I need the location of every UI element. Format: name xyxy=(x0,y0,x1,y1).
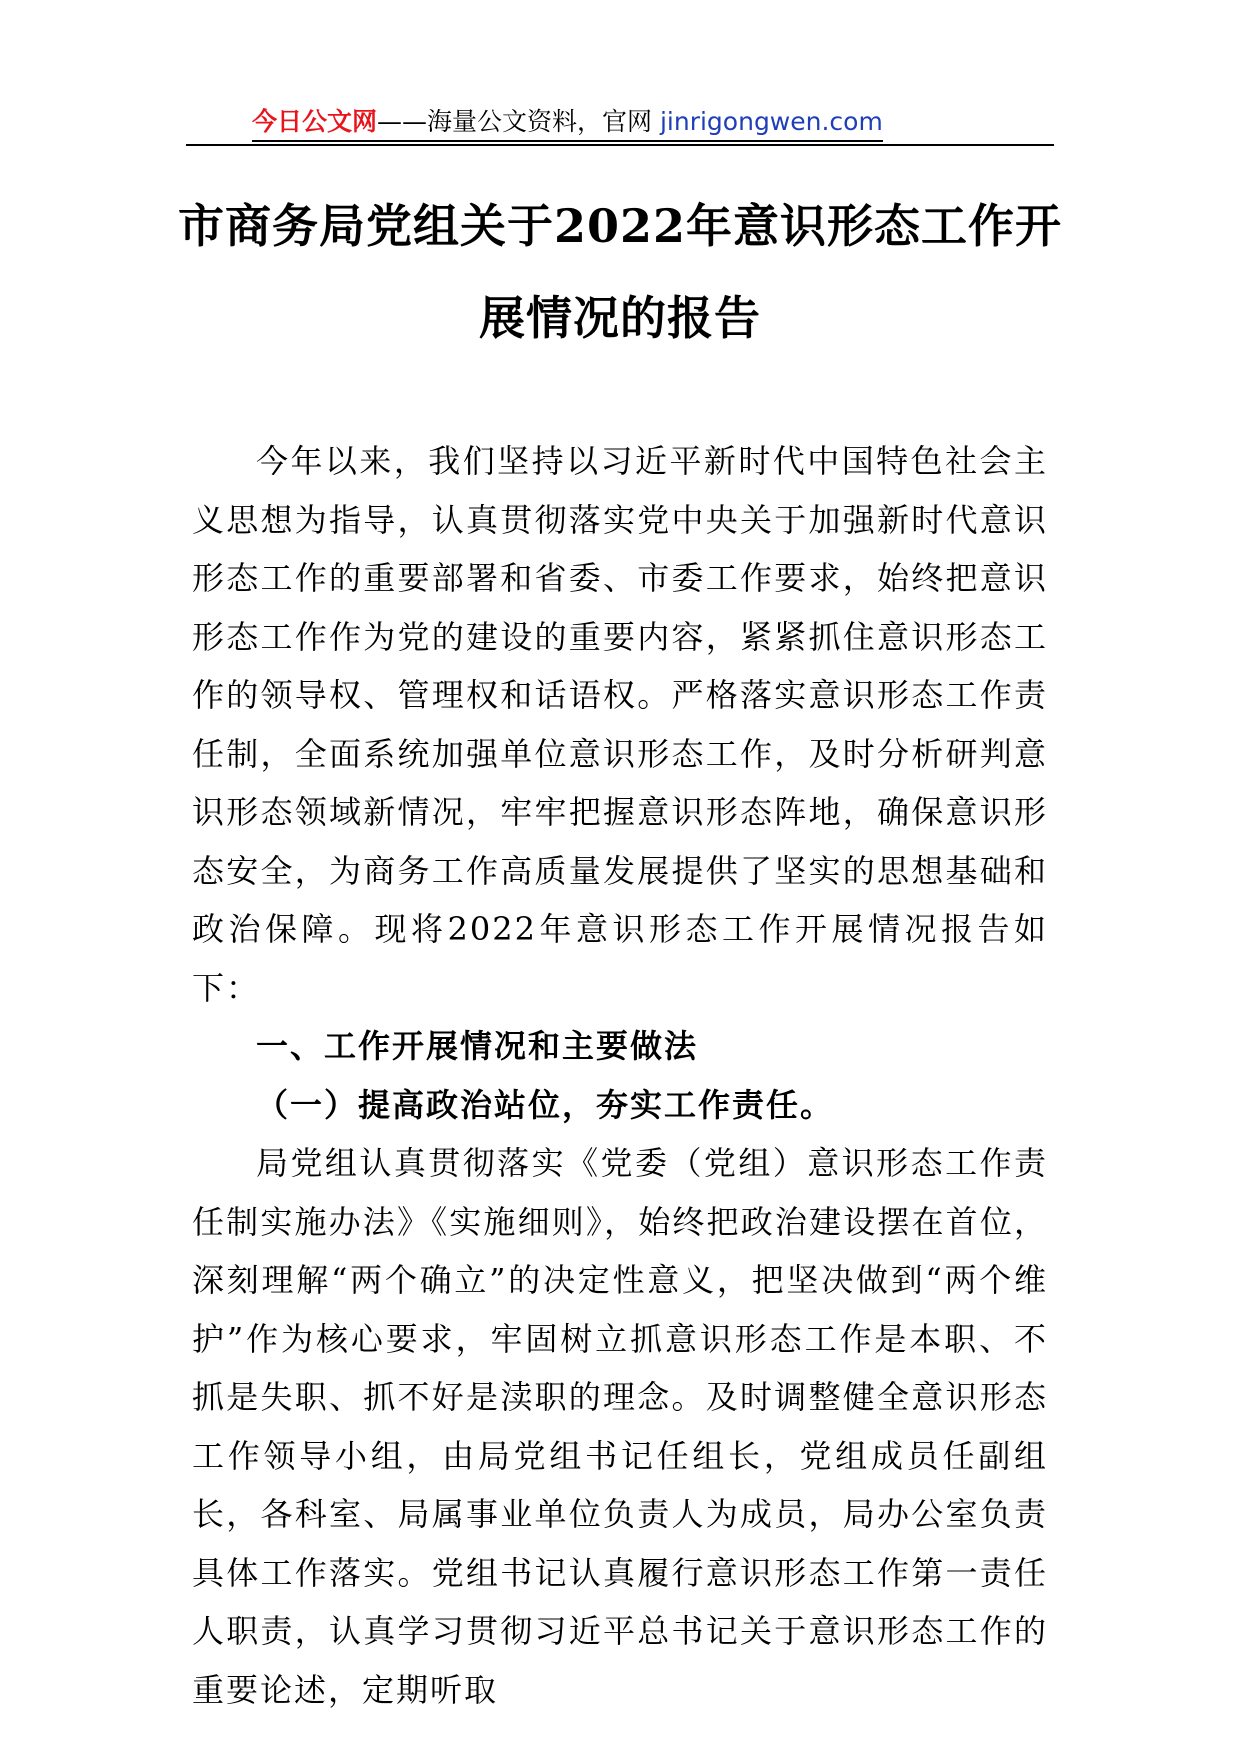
intro-paragraph: 今年以来，我们坚持以习近平新时代中国特色社会主义思想为指导，认真贯彻落实党中央关于加强新时代意识形态工作的重要部署和省委、市委工作要求，始终把意识形态工作作为党的建设的重要内容，紧紧抓住意识形态工作的领导权、管理权和话语权。严格落实意识形态工作责任制，全面系统加强单位意识形态工作，及时分析研判意识形态领域新情况，牢牢把握意识形态阵地，确保意识形态安全，为商务工作高质量发展提供了坚实的思想基础和政治保障。现将2022年意识形态工作开展情况报告如下： xyxy=(192,442,1048,1007)
document-body xyxy=(192,432,1048,1719)
brand-name: 今日公文网 xyxy=(252,107,378,136)
body-paragraph: 局党组认真贯彻落实《党委（党组）意识形态工作责任制实施办法》《实施细则》，始终把政治建设摆在首位，深刻理解“两个确立”的决定性意义，把坚决做到“两个维护”作为核心要求，牢固树立抓意识形态工作是本职、不抓是失职、抓不好是渎职的理念。及时调整健全意识形态工作领导小组，由局党组书记任组长，党组成员任副组长，各科室、局属事业单位负责人为成员，局办公室负责具体工作落实。党组书记认真履行意识形态工作第一责任人职责，认真学习贯彻习近平总书记关于意识形态工作的重要论述，定期听取 xyxy=(192,1144,1048,1709)
header-banner xyxy=(252,104,883,142)
page-header xyxy=(186,104,1054,146)
site-url-link[interactable]: jinrigongwen.com xyxy=(659,107,883,136)
document-title: 市商务局党组关于2022年意识形态工作开展情况的报告 xyxy=(177,199,1063,345)
section-heading: 一、工作开展情况和主要做法 xyxy=(256,1027,699,1065)
header-tagline: ——海量公文资料，官网 xyxy=(377,107,660,136)
subsection-heading: （一）提高政治站位，夯实工作责任。 xyxy=(256,1085,835,1124)
